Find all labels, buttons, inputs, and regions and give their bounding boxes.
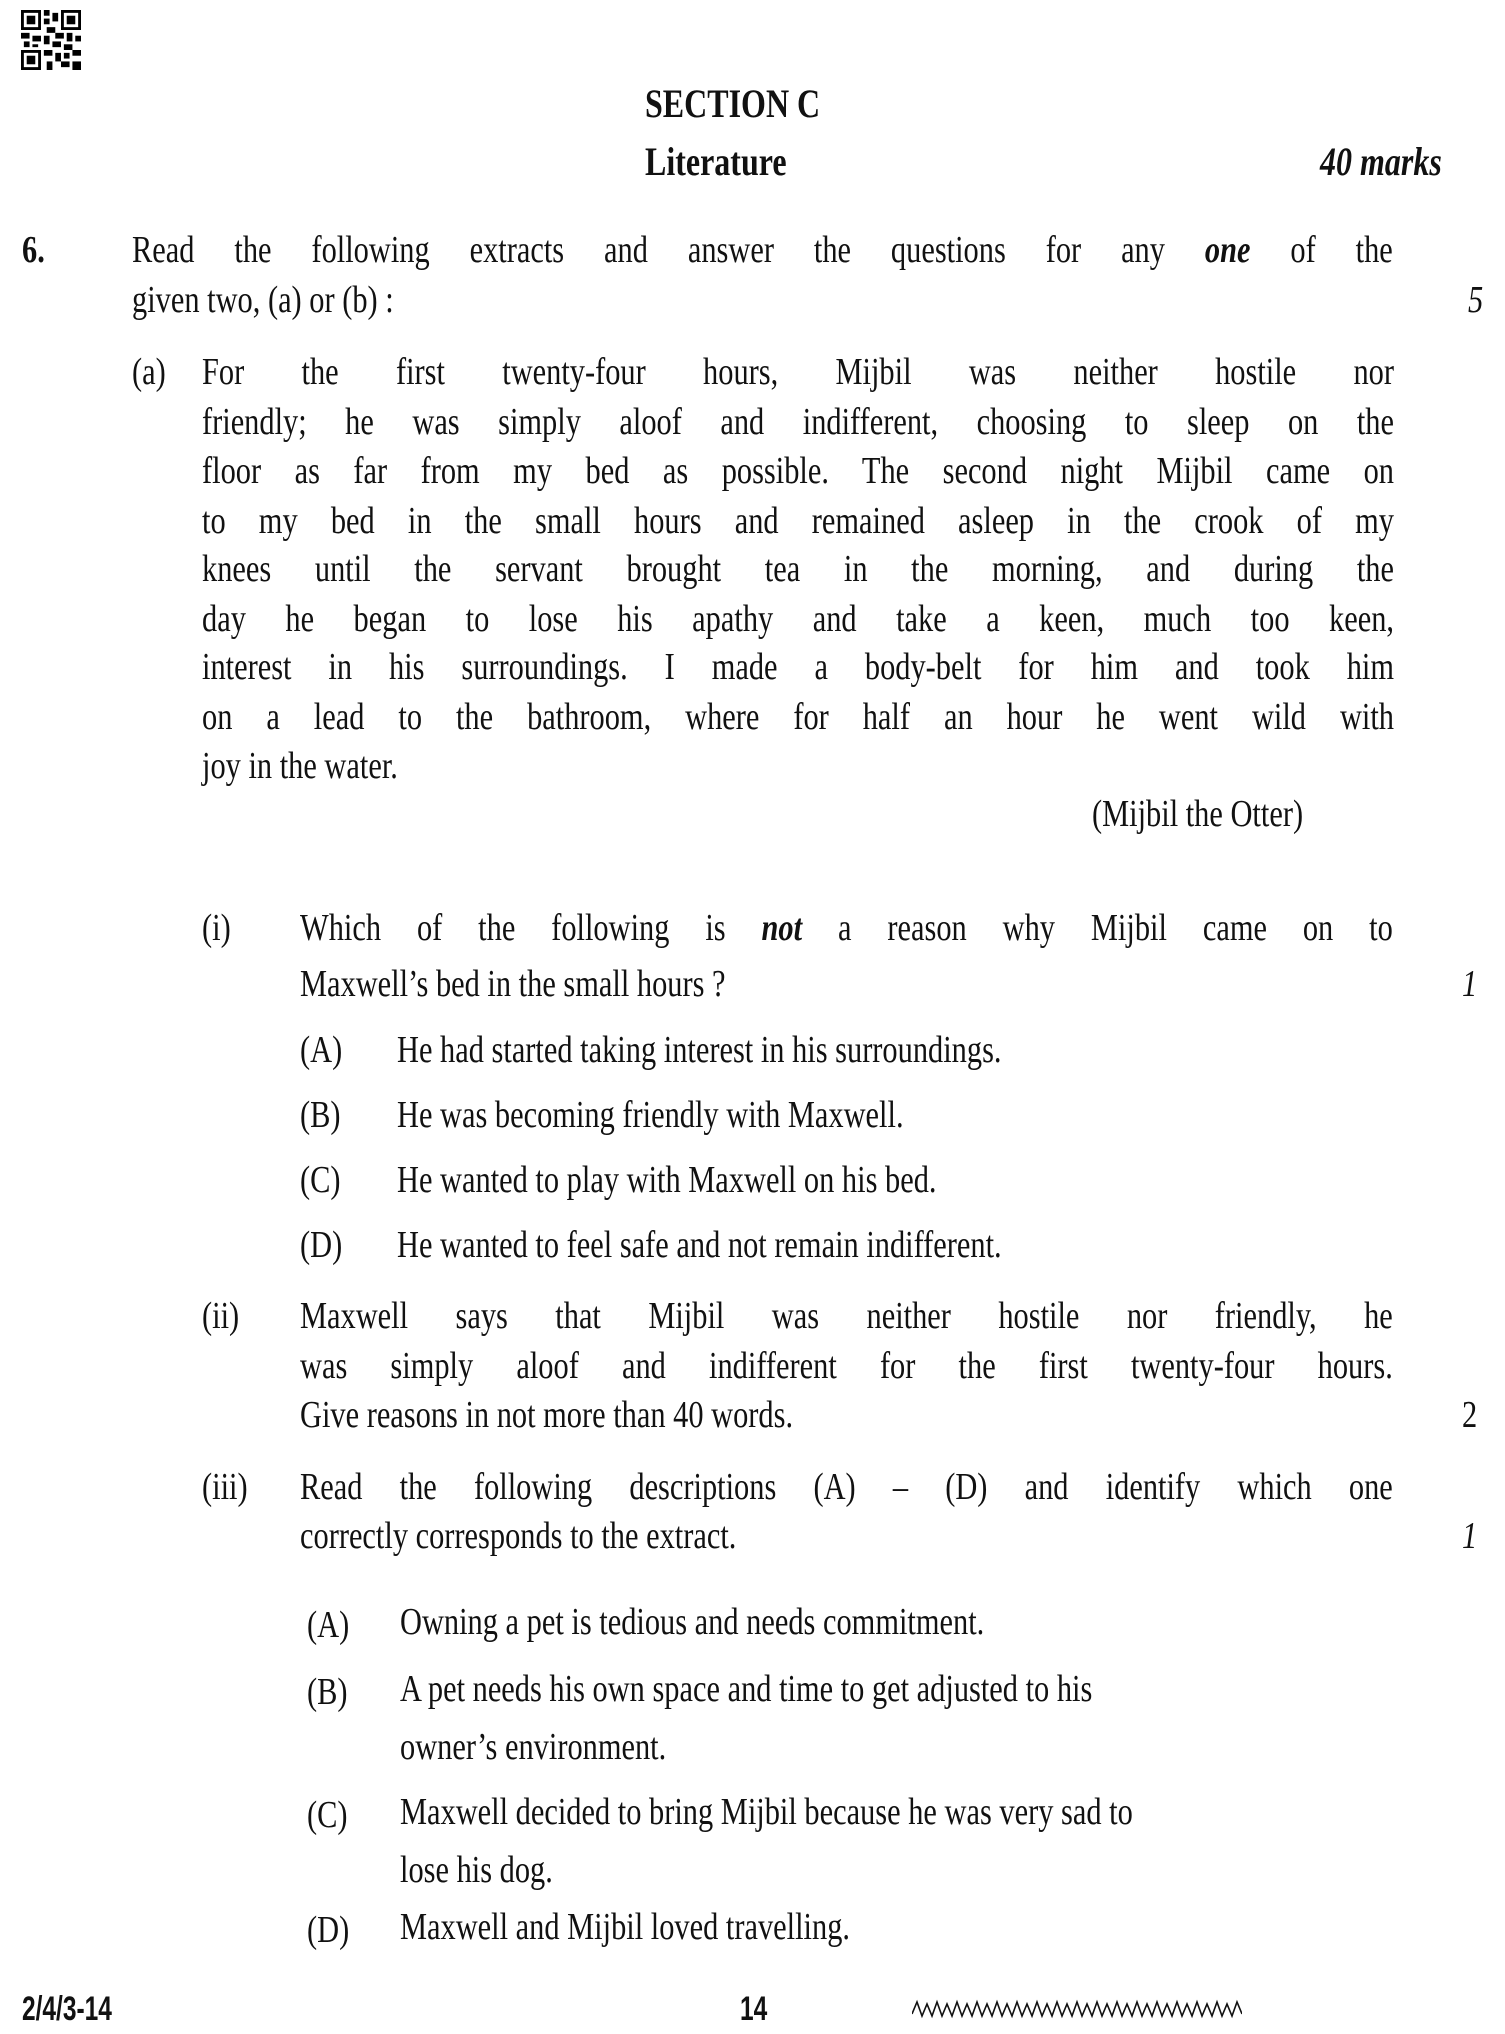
- option-text: Maxwell and Mijbil loved travelling.: [400, 1906, 851, 1948]
- option-label: (A): [307, 1604, 350, 1646]
- option-text: lose his dog.: [400, 1849, 553, 1891]
- extract-label: (a): [132, 351, 166, 393]
- total-marks: 40 marks: [1320, 139, 1442, 184]
- option-text: A pet needs his own space and time to get adjusted to his: [400, 1668, 1093, 1710]
- question-number: 6.: [22, 229, 45, 271]
- option-label: (C): [307, 1794, 348, 1836]
- sub-question-i-label: (i): [202, 907, 231, 949]
- extract-line: For the first twenty-four hours, Mijbil was neither hostile nor: [202, 351, 1394, 393]
- extract-line: on a lead to the bathroom, where for half an hour he went wild with: [202, 696, 1394, 738]
- question-instruction-line1: Read the following extracts and answer the questions for any one of the: [132, 229, 1393, 271]
- question-marks: 5: [1468, 279, 1484, 321]
- option-label: (D): [307, 1909, 350, 1951]
- option-text: He wanted to feel safe and not remain indifferent.: [397, 1224, 1002, 1266]
- extract-line: to my bed in the small hours and remained asleep in the crook of my: [202, 500, 1394, 542]
- sub-question-ii-marks: 2: [1462, 1394, 1478, 1436]
- sub-question-iii-line: Read the following descriptions (A) – (D) and identify which one: [300, 1466, 1393, 1508]
- sub-question-iii-line: correctly corresponds to the extract.: [300, 1515, 737, 1557]
- section-title: SECTION C: [645, 81, 821, 126]
- sub-question-iii-marks: 1: [1462, 1515, 1478, 1557]
- subject-title: Literature: [645, 139, 787, 184]
- option-text: He had started taking interest in his surroundings.: [397, 1029, 1002, 1071]
- sub-question-ii-line: Give reasons in not more than 40 words.: [300, 1394, 794, 1436]
- sub-question-i-line1: Which of the following is not a reason why Mijbil came on to: [300, 907, 1393, 949]
- sub-question-ii-line: Maxwell says that Mijbil was neither hostile nor friendly, he: [300, 1295, 1393, 1337]
- option-label: (D): [300, 1224, 343, 1266]
- extract-line: floor as far from my bed as possible. The second night Mijbil came on: [202, 450, 1394, 492]
- extract-line: joy in the water.: [202, 745, 398, 787]
- option-text: He was becoming friendly with Maxwell.: [397, 1094, 904, 1136]
- extract-line: day he began to lose his apathy and take a keen, much too keen,: [202, 598, 1394, 640]
- option-text: Owning a pet is tedious and needs commitment.: [400, 1601, 985, 1643]
- question-instruction-line2: given two, (a) or (b) :: [132, 279, 394, 321]
- sub-question-ii-line: was simply aloof and indifferent for the first twenty-four hours.: [300, 1345, 1393, 1387]
- option-label: (B): [300, 1094, 341, 1136]
- extract-source: (Mijbil the Otter): [1092, 793, 1304, 835]
- security-wave-icon: [912, 1998, 1242, 2020]
- option-label: (C): [300, 1159, 341, 1201]
- qr-code-icon: [20, 10, 82, 70]
- extract-line: friendly; he was simply aloof and indifferent, choosing to sleep on the: [202, 401, 1394, 443]
- option-text: He wanted to play with Maxwell on his bed.: [397, 1159, 937, 1201]
- option-text: owner’s environment.: [400, 1726, 667, 1768]
- sub-question-i-marks: 1: [1462, 963, 1478, 1005]
- extract-line: interest in his surroundings. I made a body-belt for him and took him: [202, 646, 1394, 688]
- footer-page-number: 14: [740, 1990, 768, 2028]
- sub-question-ii-label: (ii): [202, 1295, 240, 1337]
- option-label: (A): [300, 1029, 343, 1071]
- sub-question-iii-label: (iii): [202, 1466, 248, 1508]
- option-label: (B): [307, 1671, 348, 1713]
- footer-paper-code: 2/4/3-14: [22, 1990, 112, 2028]
- sub-question-i-line2: Maxwell’s bed in the small hours ?: [300, 963, 726, 1005]
- extract-line: knees until the servant brought tea in the morning, and during the: [202, 548, 1394, 590]
- option-text: Maxwell decided to bring Mijbil because he was very sad to: [400, 1791, 1133, 1833]
